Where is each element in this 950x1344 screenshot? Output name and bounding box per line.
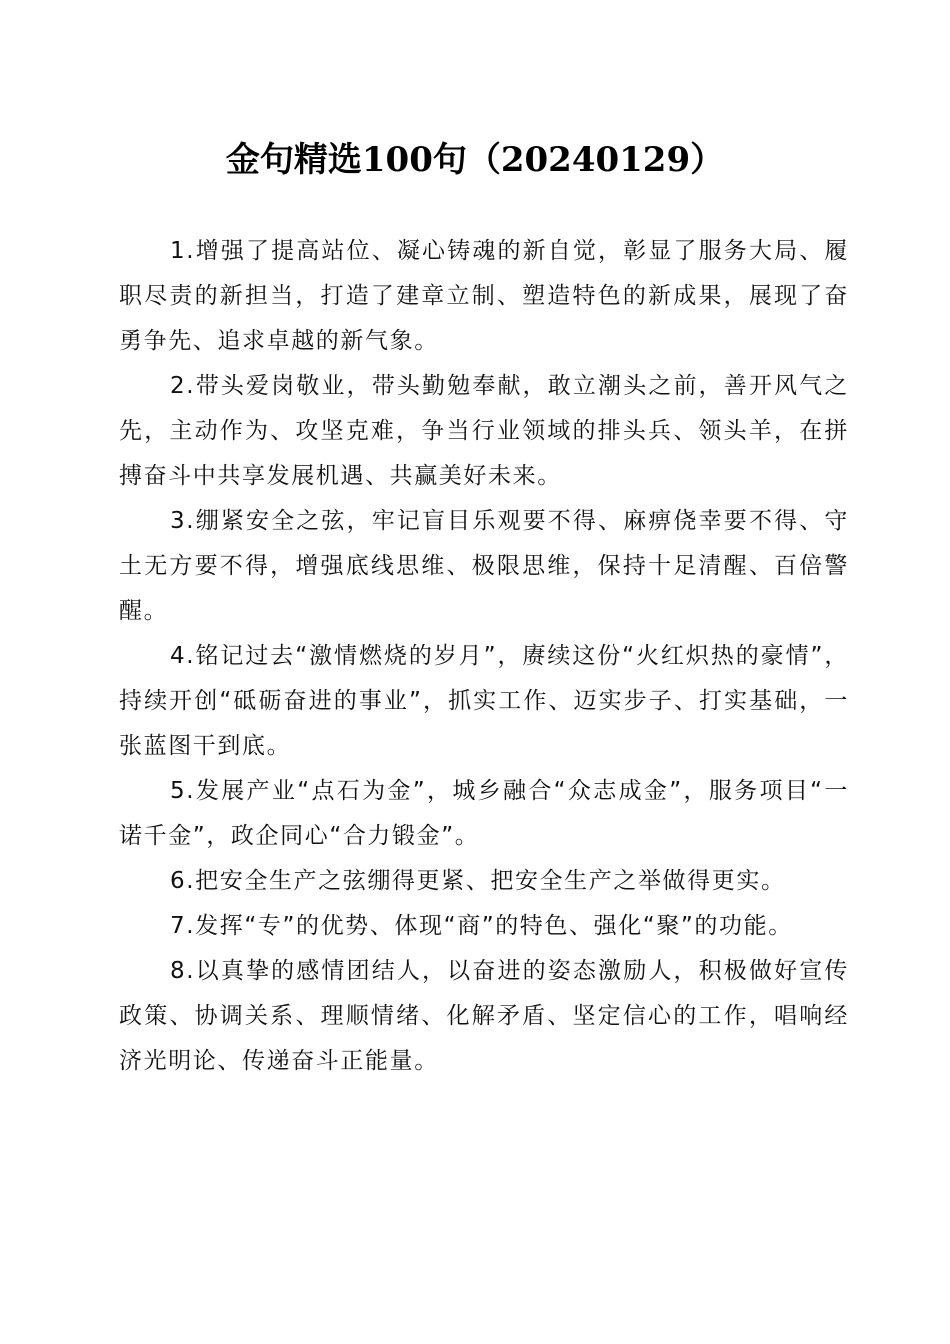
quote-paragraph-2: 2.带头爱岗敬业，带头勤勉奉献，敢立潮头之前，善开风气之先，主动作为、攻坚克难，争当行业领域的排头兵、领头羊，在拼搏奋斗中共享发展机遇、共赢美好未来。	[119, 373, 849, 489]
quote-paragraph-3: 3.绷紧安全之弦，牢记盲目乐观要不得、麻痹侥幸要不得、守土无方要不得，增强底线思维、极限思维，保持十足清醒、百倍警醒。	[119, 508, 849, 624]
document-title: 金句精选100句（20240129）	[225, 140, 725, 180]
quote-paragraph-8: 8.以真挚的感情团结人，以奋进的姿态激励人，积极做好宣传政策、协调关系、理顺情绪、化解矛盾、坚定信心的工作，唱响经济光明论、传递奋斗正能量。	[119, 958, 849, 1074]
quote-paragraph-6: 6.把安全生产之弦绷得更紧、把安全生产之举做得更实。	[170, 868, 786, 894]
quote-paragraph-5: 5.发展产业“点石为金”，城乡融合“众志成金”，服务项目“一诺千金”，政企同心“合力锻金”。	[119, 778, 849, 849]
quote-paragraph-7: 7.发挥“专”的优势、体现“商”的特色、强化“聚”的功能。	[170, 913, 793, 939]
quote-paragraph-4: 4.铭记过去“激情燃烧的岁月”，赓续这份“火红炽热的豪情”，持续开创“砥砺奋进的事业”，抓实工作、迈实步子、打实基础，一张蓝图干到底。	[119, 643, 849, 759]
document-body	[119, 229, 849, 1084]
quote-paragraph-1: 1.增强了提高站位、凝心铸魂的新自觉，彰显了服务大局、履职尽责的新担当，打造了建章立制、塑造特色的新成果，展现了奋勇争先、追求卓越的新气象。	[119, 238, 849, 354]
